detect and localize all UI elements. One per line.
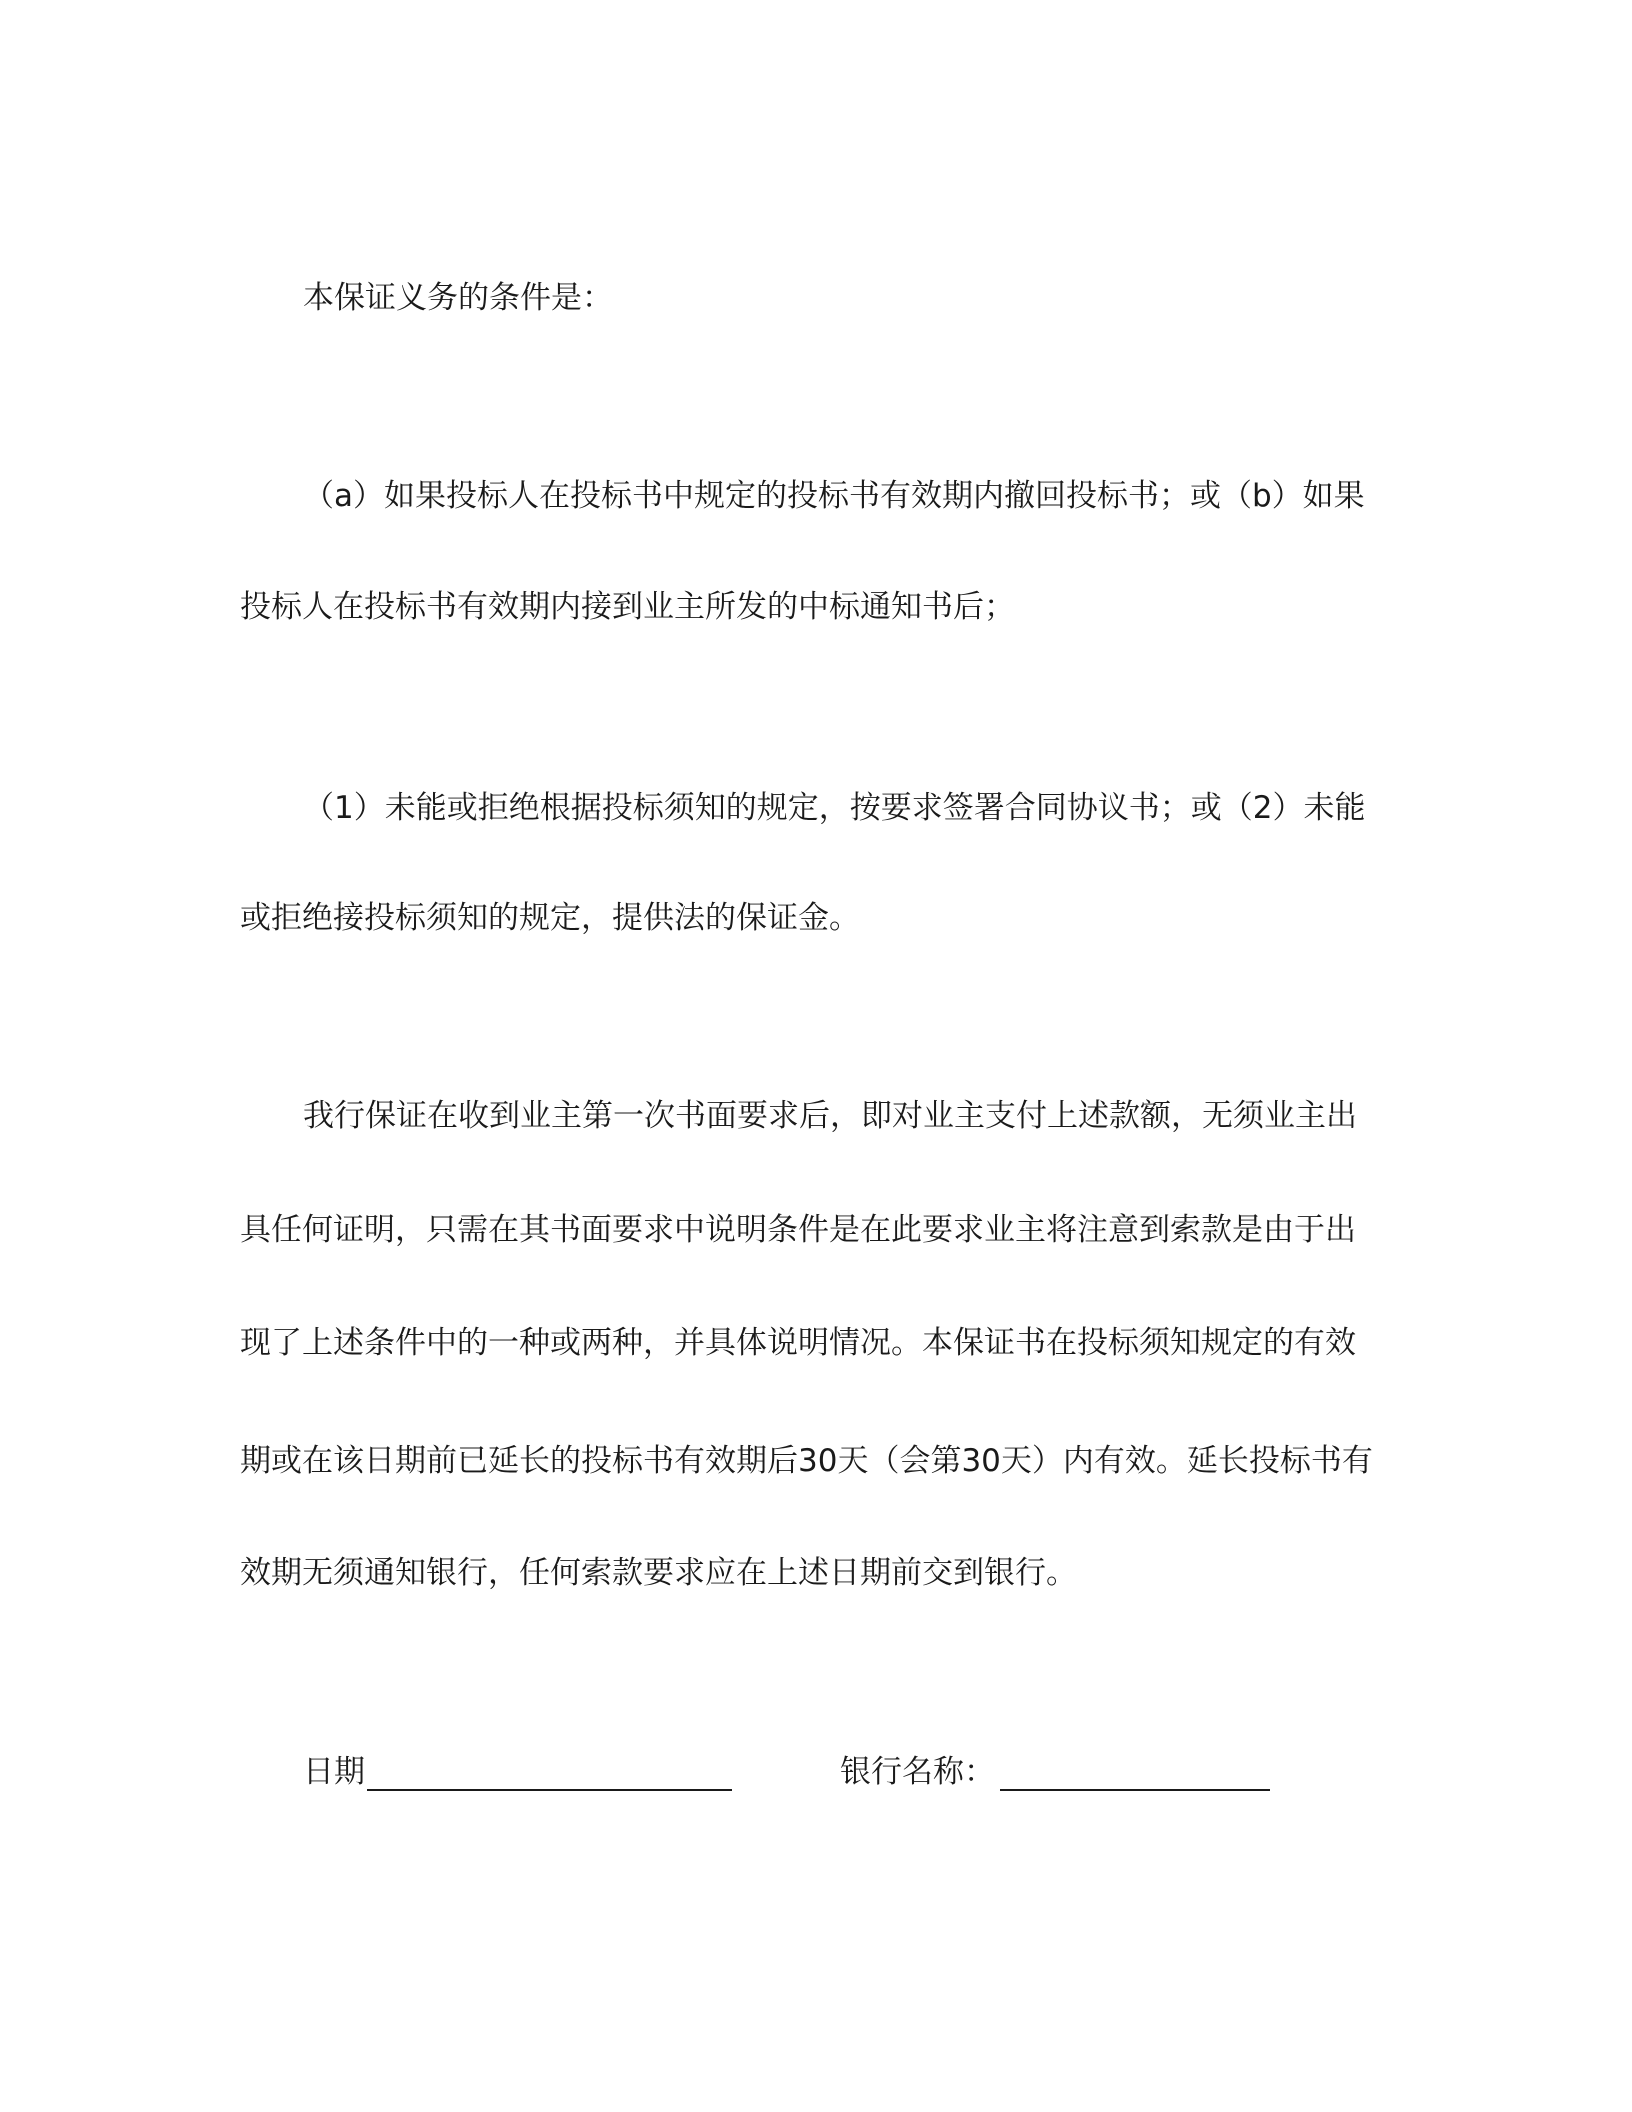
date-underline [367,1789,732,1791]
guarantee-line-5: 效期无须通知银行，任何索款要求应在上述日期前交到银行。 [240,1555,1077,1591]
bank-name-underline [1000,1789,1270,1791]
condition-12-line-1: （1）未能或拒绝根据投标须知的规定，按要求签署合同协议书；或（2）未能 [303,790,1366,826]
bank-name-label: 银行名称： [840,1754,995,1790]
condition-12-line-2: 或拒绝接投标须知的规定，提供法的保证金。 [240,900,860,936]
guarantee-line-4: 期或在该日期前已延长的投标书有效期后30天（会第30天）内有效。延长投标书有 [240,1443,1373,1479]
guarantee-line-1: 我行保证在收到业主第一次书面要求后，即对业主支付上述款额，无须业主出 [303,1098,1357,1134]
condition-ab-line-2: 投标人在投标书有效期内接到业主所发的中标通知书后； [240,589,1015,625]
condition-ab-line-1: （a）如果投标人在投标书中规定的投标书有效期内撤回投标书；或（b）如果 [303,478,1365,514]
guarantee-line-3: 现了上述条件中的一种或两种，并具体说明情况。本保证书在投标须知规定的有效 [240,1325,1356,1361]
guarantee-line-2: 具任何证明，只需在其书面要求中说明条件是在此要求业主将注意到索款是由于出 [240,1212,1356,1248]
date-label: 日期 [303,1754,365,1790]
conditions-heading: 本保证义务的条件是： [303,280,613,316]
